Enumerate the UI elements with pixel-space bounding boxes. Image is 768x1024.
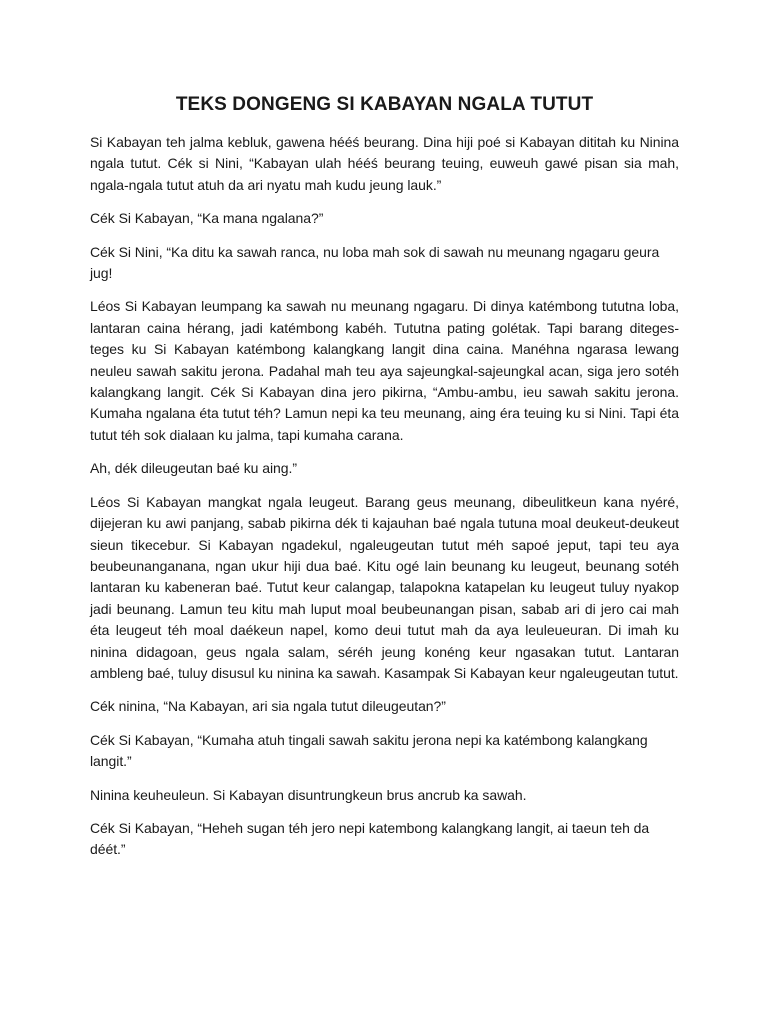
paragraph-1: Si Kabayan teh jalma kebluk, gawena hééś beurang. Dina hiji poé si Kabayan dititah ku Ninina ngala tutut. Cék si Nini, “Kabayan ulah hééś beurang teuing, euweuh gawé pisan sia mah, ngala-ngala tutut atuh da ari nyatu mah kudu jeung lauk.”: [90, 134, 679, 193]
paragraph-9: Ninina keuheuleun. Si Kabayan disuntrungkeun brus ancrub ka sawah.: [90, 786, 527, 803]
paragraph-8: Cék Si Kabayan, “Kumaha atuh tingali sawah sakitu jerona nepi ka katémbong kalangkang langit.”: [90, 731, 648, 770]
paragraph-6: Léos Si Kabayan mangkat ngala leugeut. Barang geus meunang, dibeulitkeun kana nyéré, dijejeran ku awi panjang, sabab pikirna dék ti kajauhan baé ngala tutuna moal deukeut-deukeut sieun tikecebur. Si Kabayan ngadekul, ngaleugeutan tutut méh sapoé jeput, tapi teu aya beubeunanganana, ngan ukur hiji dua baé. Kitu ogé lain beunang ku leugeut, beunang sotéh lantaran ku kabeneran baé. Tutut keur calangap, talapokna katapelan ku leugeut tuluy nyakop jadi beunang. Lamun teu kitu mah luput moal beubeunangan pisan, sabab ari di jero cai mah éta leugeut téh moal daékeun napel, komo deui tutut mah da aya leuleueuran. Di imah ku ninina didagoan, geus ngala salam, séréh jeung konéng keur ngasakan tutut. Lantaran ambleng baé, tuluy disusul ku ninina ka sawah. Kasampak Si Kabayan keur ngaleugeutan tutut.: [90, 493, 679, 681]
paragraph-10: Cék Si Kabayan, “Heheh sugan téh jero nepi katembong kalangkang langit, ai taeun teh da déét.”: [90, 819, 650, 858]
paragraph-5: Ah, dék dileugeutan baé ku aing.”: [90, 460, 297, 477]
document-page: [90, 92, 679, 873]
paragraph-2: Cék Si Kabayan, “Ka mana ngalana?”: [90, 210, 324, 227]
paragraph-3: Cék Si Nini, “Ka ditu ka sawah ranca, nu loba mah sok di sawah nu meunang ngagaru geura jug!: [90, 243, 660, 282]
paragraph-7: Cék ninina, “Na Kabayan, ari sia ngala tutut dileugeutan?”: [90, 698, 446, 715]
paragraph-4: Léos Si Kabayan leumpang ka sawah nu meunang ngagaru. Di dinya katémbong tututna loba, lantaran caina hérang, jadi katémbong kabéh. Tututna pating golétak. Tapi barang diteges-teges ku Si Kabayan katémbong kalangkang langit dina caina. Manéhna ngarasa lewang neuleu sawah sakitu jerona. Padahal mah teu aya sajeungkal-sajeungkal acan, siga jero sotéh kalangkang langit. Cék Si Kabayan dina jero pikirna, “Ambu-ambu, ieu sawah sakitu jerona. Kumaha ngalana éta tutut téh? Lamun nepi ka teu meunang, aing éra teuing ku si Nini. Tapi éta tutut téh sok dialaan ku jalma, tapi kumaha carana.: [90, 298, 679, 443]
document-title: TEKS DONGENG SI KABAYAN NGALA TUTUT: [175, 94, 594, 115]
